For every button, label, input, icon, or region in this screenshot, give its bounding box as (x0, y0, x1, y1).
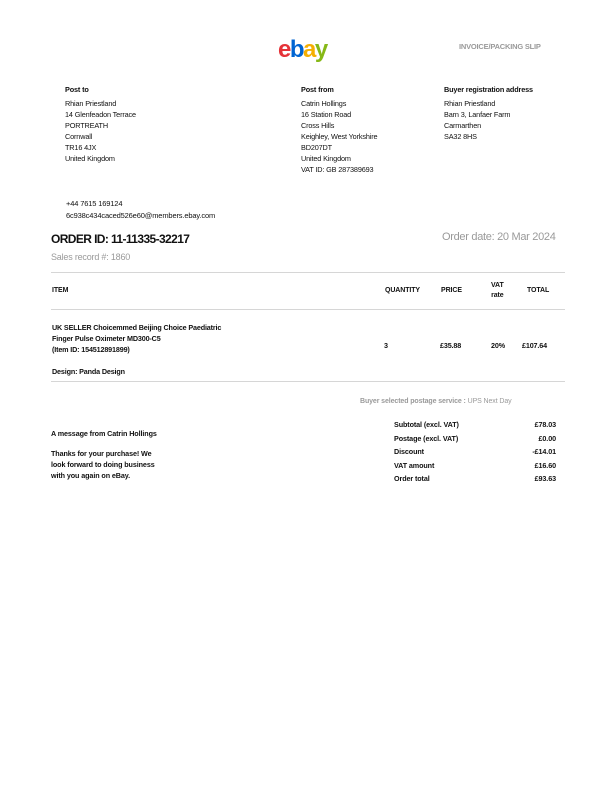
address-line: United Kingdom (301, 154, 351, 163)
column-header-total: TOTAL (527, 287, 550, 294)
address-line: Keighley, West Yorkshire (301, 132, 378, 141)
message-line: look forward to doing business (51, 460, 155, 469)
address-line: Catrin Hollings (301, 99, 347, 108)
item-variation: Design: Panda Design (52, 367, 125, 376)
totals-value: £78.03 (534, 420, 556, 429)
message-line: with you again on eBay. (51, 471, 131, 480)
post-from-heading: Post from (301, 85, 334, 94)
totals-row-subtotal (394, 418, 556, 432)
address-line: Rhian Priestland (444, 99, 496, 108)
vat-header-line: VAT (491, 282, 504, 289)
item-quantity: 3 (384, 341, 388, 350)
postage-service (360, 398, 512, 405)
totals-row-order-total (394, 472, 556, 486)
buyer-registration-address (444, 84, 533, 142)
table-bottom-divider (51, 381, 565, 382)
column-header-price: PRICE (441, 287, 462, 294)
buyer-phone: +44 7615 169124 (66, 199, 123, 208)
address-line: Barn 3, Lanfaer Farm (444, 110, 511, 119)
postage-service-value: UPS Next Day (467, 398, 512, 405)
totals-label: Discount (394, 447, 424, 456)
logo-letter-b: b (289, 36, 304, 63)
post-to-address (65, 84, 136, 164)
order-totals (394, 418, 556, 486)
address-line: BD207DT (301, 143, 332, 152)
postage-service-label: Buyer selected postage service : (360, 398, 466, 405)
item-id: (Item ID: 154512891899) (52, 345, 130, 354)
totals-value: £0.00 (538, 433, 556, 443)
totals-row-discount (394, 445, 556, 459)
logo-letter-a: a (303, 36, 315, 63)
address-line: Cross Hills (301, 121, 335, 130)
address-line: Cornwall (65, 132, 93, 141)
totals-label: Subtotal (excl. VAT) (394, 420, 459, 429)
item-title-line: UK SELLER Choicemmed Beijing Choice Paediatric (52, 323, 222, 332)
document-title: INVOICE/PACKING SLIP (459, 42, 541, 51)
totals-row-vat (394, 459, 556, 473)
seller-message-title: A message from Catrin Hollings (51, 429, 157, 438)
totals-label: VAT amount (394, 460, 435, 470)
address-line: United Kingdom (65, 154, 115, 163)
logo-letter-y: y (314, 36, 327, 63)
buyer-email: 6c938c434caced526e60@members.ebay.com (66, 211, 216, 220)
totals-label: Order total (394, 474, 430, 483)
message-line: Thanks for your purchase! We (51, 449, 152, 458)
order-date: Order date: 20 Mar 2024 (442, 231, 556, 243)
column-header-quantity: QUANTITY (385, 287, 420, 294)
logo-letter-e: e (278, 36, 290, 63)
address-line: SA32 8HS (444, 132, 477, 141)
address-line: TR16 4JX (65, 143, 97, 152)
buyer-registration-heading: Buyer registration address (444, 85, 533, 94)
totals-value: £16.60 (534, 460, 556, 470)
table-top-divider (51, 272, 565, 273)
address-line: Carmarthen (444, 121, 482, 130)
address-line: PORTREATH (65, 121, 108, 130)
totals-label: Postage (excl. VAT) (394, 433, 459, 443)
vat-id: VAT ID: GB 287389693 (301, 165, 374, 174)
column-header-vat-rate (491, 281, 504, 301)
order-id: ORDER ID: 11-11335-32217 (51, 232, 190, 246)
address-line: Rhian Priestland (65, 99, 117, 108)
item-title (52, 322, 221, 355)
address-line: 14 Glenfeadon Terrace (65, 110, 136, 119)
sales-record: Sales record #: 1860 (51, 252, 131, 262)
totals-row-postage (394, 432, 556, 446)
seller-message-body (51, 448, 191, 481)
post-from-address (301, 84, 377, 175)
vat-header-line: rate (491, 292, 504, 299)
buyer-contact (66, 198, 215, 222)
ebay-logo (278, 38, 327, 62)
header-divider (51, 309, 565, 310)
item-price: £35.88 (440, 341, 462, 350)
item-total: £107.64 (522, 341, 547, 350)
address-line: 16 Station Road (301, 110, 352, 119)
item-vat-rate: 20% (491, 341, 505, 350)
column-header-item: ITEM (52, 287, 69, 294)
item-title-line: Finger Pulse Oximeter MD300-C5 (52, 334, 161, 343)
totals-value: -£14.01 (532, 447, 556, 456)
post-to-heading: Post to (65, 85, 89, 94)
totals-value: £93.63 (534, 474, 556, 483)
